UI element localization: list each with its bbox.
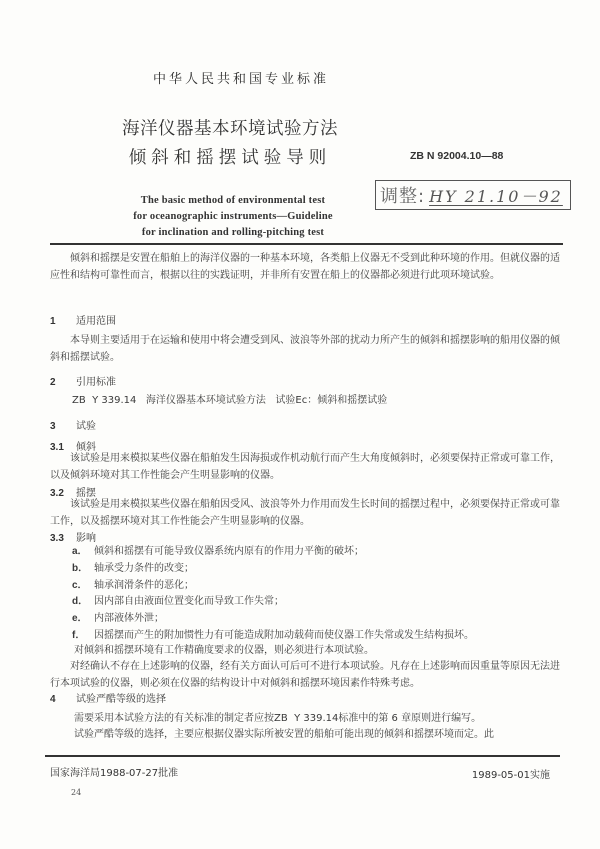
note-exemption: 对经确认不存在上述影响的仪器，经有关方面认可后可不进行本项试验。凡存在上述影响而因重量等原因无法进行本项试验的仪器，则必须在仪器的结构设计中对倾斜和摇摆环境因素作特殊考虑。 <box>50 661 560 689</box>
title-en <box>118 193 348 241</box>
section-number: 4 <box>50 694 56 705</box>
title-cn-line2: 倾斜和摇摆试验导则 <box>128 148 332 168</box>
section-title: 引用标准 <box>76 377 116 388</box>
standard-code: ZB N 92004.10—88 <box>410 150 504 162</box>
header-divider <box>50 243 563 245</box>
section-1-heading <box>50 312 116 327</box>
stamp-handwritten-value: HY 21.10－92 <box>429 186 563 206</box>
subsection-3-2-text: 该试验是用来模拟某些仪器在船舶因受风、波浪等外力作用而发生长时间的摇摆过程中，必须要保持正常或可靠工作，以及摇摆环境对其工作性能会产生明显影响的仪器。 <box>50 499 560 527</box>
subsection-title: 倾斜 <box>76 442 96 453</box>
subsection-number: 3.1 <box>50 442 64 453</box>
footer-divider <box>45 755 560 757</box>
intro-paragraph: 倾斜和摇摆是安置在船舶上的海洋仪器的一种基本环境，各类船上仪器无不受到此种环境的作用。但就仪器的适应性和结构可靠性而言，根据以往的实践证明，并非所有安置在船上的仪器都必须进行此项环境试验。 <box>50 253 560 281</box>
adjustment-stamp <box>375 180 571 210</box>
note-accuracy-requirement: 对倾斜和摇摆环境有工作精确度要求的仪器，则必须进行本项试验。 <box>74 645 374 656</box>
section-4-paragraph-1: 需要采用本试验方法的有关标准的制定者应按ZB Y 339.14标准中的第 6 章原则进行编写。 <box>74 713 482 724</box>
stamp-label: 调整: <box>380 186 426 207</box>
section-1-text: 本导则主要适用于在运输和使用中将会遭受到风、波浪等外部的扰动力所产生的倾斜和摇摆影响的船用仪器的倾斜和摇摆试验。 <box>50 335 560 363</box>
list-item: f． 因摇摆而产生的附加惯性力有可能造成附加动载荷而使仪器工作失常或发生结构损坏。 <box>72 629 474 641</box>
reference-standard: ZB Y 339.14 海洋仪器基本环境试验方法 试验Ec：倾斜和摇摆试验 <box>72 395 388 406</box>
list-item: d． 因内部自由液面位置变化而导致工作失常； <box>72 596 284 608</box>
subsection-3-3-heading <box>50 529 96 544</box>
section-number: 2 <box>50 377 56 388</box>
list-item: e． 内部液体外泄； <box>72 613 164 625</box>
section-4-paragraph-2: 试验严酷等级的选择，主要应根据仪器实际所被安置的船舶可能出现的倾斜和摇摆环境而定。此 <box>74 729 494 740</box>
subsection-title: 影响 <box>76 533 96 544</box>
approval-date: 国家海洋局1988-07-27批准 <box>50 768 179 779</box>
subsection-number: 3.2 <box>50 488 64 499</box>
subsection-3-1-text: 该试验是用来模拟某些仪器在船舶发生因海损或作机动航行而产生大角度倾斜时，必须要保持正常或可靠工作，以及倾斜环境对其工作性能会产生明显影响的仪器。 <box>50 453 560 481</box>
list-item: c． 轴承润滑条件的恶化； <box>72 579 194 591</box>
section-title: 试验 <box>76 421 96 432</box>
title-en-line3: for inclination and rolling-pitching test <box>141 227 325 238</box>
effects-list <box>72 544 572 645</box>
effective-date: 1989-05-01实施 <box>471 770 550 781</box>
section-4-heading <box>50 690 166 705</box>
title-en-line2: for oceanographic instruments—Guideline <box>133 211 333 222</box>
section-number: 3 <box>50 421 56 432</box>
page-number: 24 <box>71 788 82 797</box>
section-2-heading <box>50 373 116 388</box>
section-title: 试验严酷等级的选择 <box>76 694 166 705</box>
section-title: 适用范围 <box>76 316 116 327</box>
subsection-title: 摇摆 <box>76 488 96 499</box>
subsection-number: 3.3 <box>50 533 64 544</box>
section-number: 1 <box>50 316 56 327</box>
list-item: a． 倾斜和摇摆有可能导致仪器系统内原有的作用力平衡的破坏； <box>72 546 364 557</box>
title-cn-line1: 海洋仪器基本环境试验方法 <box>122 119 338 139</box>
list-item: b． 轴承受力条件的改变； <box>72 562 194 574</box>
title-en-line1: The basic method of environmental test <box>140 195 326 206</box>
professional-standard-label: 中华人民共和国专业标准 <box>152 72 329 87</box>
section-3-heading <box>50 417 96 432</box>
